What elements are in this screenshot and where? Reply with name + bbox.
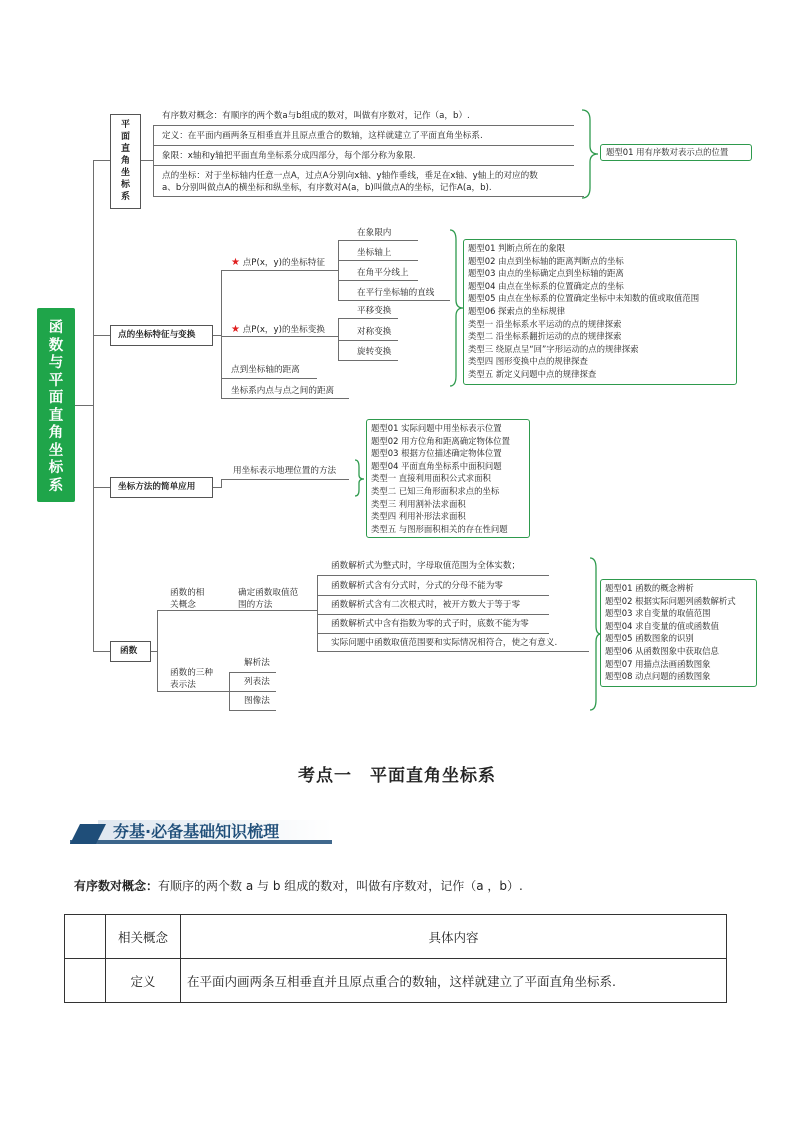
b2-leaf: 坐标轴上 bbox=[357, 248, 392, 258]
connector bbox=[213, 487, 221, 488]
underline bbox=[221, 398, 349, 399]
underline bbox=[229, 710, 276, 711]
b4-sub2-label: 函数的三种 表示法 bbox=[170, 668, 213, 690]
root-node: 函 数 与 平 面 直 角 坐 标 系 bbox=[37, 308, 75, 502]
b2-sub3: 点到坐标轴的距离 bbox=[231, 365, 300, 375]
right-brace bbox=[580, 108, 602, 200]
b1-types-box: 题型01 用有序数对表示点的位置 bbox=[600, 144, 752, 161]
b1-item: 有序数对概念：有顺序的两个数a与b组成的数对，叫做有序数对，记作（a，b）. bbox=[162, 111, 470, 121]
b2-leaf: 在平行坐标轴的直线 bbox=[357, 288, 435, 298]
star-icon: ★ bbox=[231, 324, 240, 335]
connector bbox=[93, 335, 110, 336]
table-cell: 在平面内画两条互相垂直并且原点重合的数轴，这样就建立了平面直角坐标系. bbox=[181, 959, 727, 1003]
underline bbox=[153, 165, 574, 166]
underline bbox=[338, 318, 398, 319]
b4-leaf: 函数解析式中含有指数为零的式子时，底数不能为零 bbox=[331, 619, 529, 629]
b4-leaf: 函数解析式为整式时，字母取值范围为全体实数； bbox=[331, 561, 521, 571]
connector bbox=[213, 335, 221, 336]
b2-sub1: ★ 点P(x，y)的坐标特征 bbox=[231, 257, 325, 268]
b1-item: 定义：在平面内画两条互相垂直并且原点重合的数轴，这样就建立了平面直角坐标系. bbox=[162, 131, 483, 141]
underline bbox=[153, 196, 584, 197]
b3-sub: 用坐标表示地理位置的方法 bbox=[233, 466, 337, 476]
b4-leaf: 函数解析式含有分式时，分式的分母不能为零 bbox=[331, 581, 503, 591]
branch1-node: 平 面 直 角 坐 标 系 bbox=[110, 114, 141, 209]
b2-leaf: 在角平分线上 bbox=[357, 268, 409, 278]
underline bbox=[221, 270, 338, 271]
connector bbox=[93, 160, 110, 161]
b2-sub2: ★ 点P(x，y)的坐标变换 bbox=[231, 324, 325, 335]
underline bbox=[221, 479, 349, 480]
underline bbox=[221, 378, 317, 379]
table-header: 具体内容 bbox=[181, 915, 727, 959]
b4-leaf: 实际问题中函数取值范围要和实际情况相符合，使之有意义. bbox=[331, 638, 558, 648]
b4-mid: 确定函数取值范 围的方法 bbox=[238, 588, 299, 610]
b2-leaf: 旋转变换 bbox=[357, 347, 392, 357]
star-icon: ★ bbox=[231, 257, 240, 268]
underline bbox=[221, 336, 338, 337]
table-cell: 定义 bbox=[106, 959, 181, 1003]
b4-types-box: 题型01 函数的概念辨析 题型02 根据实际问题列函数解析式 题型03 求自变量的取值范围 题型04 求自变量的值或函数值 题型05 函数图象的识别 题型06 从函数图象中获取信息 题型07 用描点法画函数图象 题型08 动点问题的函数图象 bbox=[600, 579, 757, 687]
connector bbox=[141, 160, 153, 161]
connector bbox=[317, 575, 318, 651]
underline bbox=[157, 691, 229, 692]
b1-item: 象限：x轴和y轴把平面直角坐标系分成四部分，每个部分称为象限. bbox=[162, 151, 416, 161]
table-cell bbox=[65, 915, 106, 959]
branch4-node: 函数 bbox=[110, 641, 151, 662]
b2-leaf: 在象限内 bbox=[357, 228, 392, 238]
underline bbox=[153, 145, 574, 146]
b1-item: a、b分别叫做点A的横坐标和纵坐标，有序数对A(a，b)叫做点A的坐标，记作A(a，b). bbox=[162, 183, 492, 193]
table-cell bbox=[65, 959, 106, 1003]
b4-leaf: 列表法 bbox=[244, 677, 270, 687]
underline bbox=[317, 595, 549, 596]
connector bbox=[221, 270, 222, 399]
concept-table bbox=[64, 914, 727, 1003]
underline bbox=[338, 360, 398, 361]
connector bbox=[157, 610, 158, 692]
b4-leaf: 函数解析式含有二次根式时，被开方数大于等于零 bbox=[331, 600, 521, 610]
underline bbox=[317, 633, 549, 634]
table-row bbox=[65, 959, 727, 1003]
page-heading: 考点一 平面直角坐标系 bbox=[298, 766, 496, 786]
b3-types-box: 题型01 实际问题中用坐标表示位置 题型02 用方位角和距离确定物体位置 题型03 根据方位描述确定物体位置 题型04 平面直角坐标系中面积问题 类型一 直接利用面积公式求面积 类型二 已知三角形面积求点的坐标 类型三 利用割补法求面积 类型四 利用补形法求面积 类型五 与图形面积相关的存在性问题 bbox=[366, 419, 530, 538]
connector bbox=[93, 487, 110, 488]
underline bbox=[338, 280, 418, 281]
underline bbox=[338, 300, 450, 301]
b4-leaf: 解析法 bbox=[244, 658, 270, 668]
underline bbox=[229, 672, 276, 673]
ordered-pair-definition: 有序数对概念：有顺序的两个数 a 与 b 组成的数对，叫做有序数对，记作（a ，b）. bbox=[74, 879, 523, 893]
branch3-node: 坐标方法的简单应用 bbox=[110, 477, 213, 498]
underline bbox=[317, 575, 549, 576]
underline bbox=[317, 651, 589, 652]
underline bbox=[338, 340, 398, 341]
connector bbox=[221, 479, 222, 488]
underline bbox=[153, 125, 574, 126]
connector bbox=[153, 125, 154, 197]
connector bbox=[75, 405, 93, 406]
b2-types-box: 题型01 判断点所在的象限 题型02 由点到坐标轴的距离判断点的坐标 题型03 由点的坐标确定点到坐标轴的距离 题型04 由点在坐标系的位置确定点的坐标 题型05 由点在坐标系的位置确定坐标中未知数的值或取值范围 题型06 探索点的坐标规律 类型一 沿坐标系水平运动的点的规律探索 类型二 沿坐标系翻折运动的点的规律探索 类型三 绕原点呈“回”字形运动的点的规律探索 类型四 图形变换中点的规律探查 类型五 新定义问题中点的规律探查 bbox=[463, 239, 737, 385]
underline bbox=[317, 614, 549, 615]
underline bbox=[229, 691, 276, 692]
connector bbox=[338, 240, 339, 301]
right-brace bbox=[353, 458, 367, 498]
b2-leaf: 平移变换 bbox=[357, 306, 392, 316]
connector bbox=[93, 651, 110, 652]
table-row bbox=[65, 915, 727, 959]
underline bbox=[338, 260, 418, 261]
b4-leaf: 图像法 bbox=[244, 696, 270, 706]
b4-sub1-label: 函数的相 关概念 bbox=[170, 588, 205, 610]
underline bbox=[338, 240, 418, 241]
branch2-node: 点的坐标特征与变换 bbox=[110, 325, 213, 346]
b2-leaf: 对称变换 bbox=[357, 327, 392, 337]
table-header: 相关概念 bbox=[106, 915, 181, 959]
b1-item: 点的坐标：对于坐标轴内任意一点A，过点A分别向x轴、y轴作垂线，垂足在x轴、y轴上的对应的数 bbox=[162, 171, 538, 181]
connector bbox=[93, 160, 94, 652]
section-title: 夯基·必备基础知识梳理 bbox=[113, 822, 280, 841]
b2-sub4: 坐标系内点与点之间的距离 bbox=[231, 386, 335, 396]
